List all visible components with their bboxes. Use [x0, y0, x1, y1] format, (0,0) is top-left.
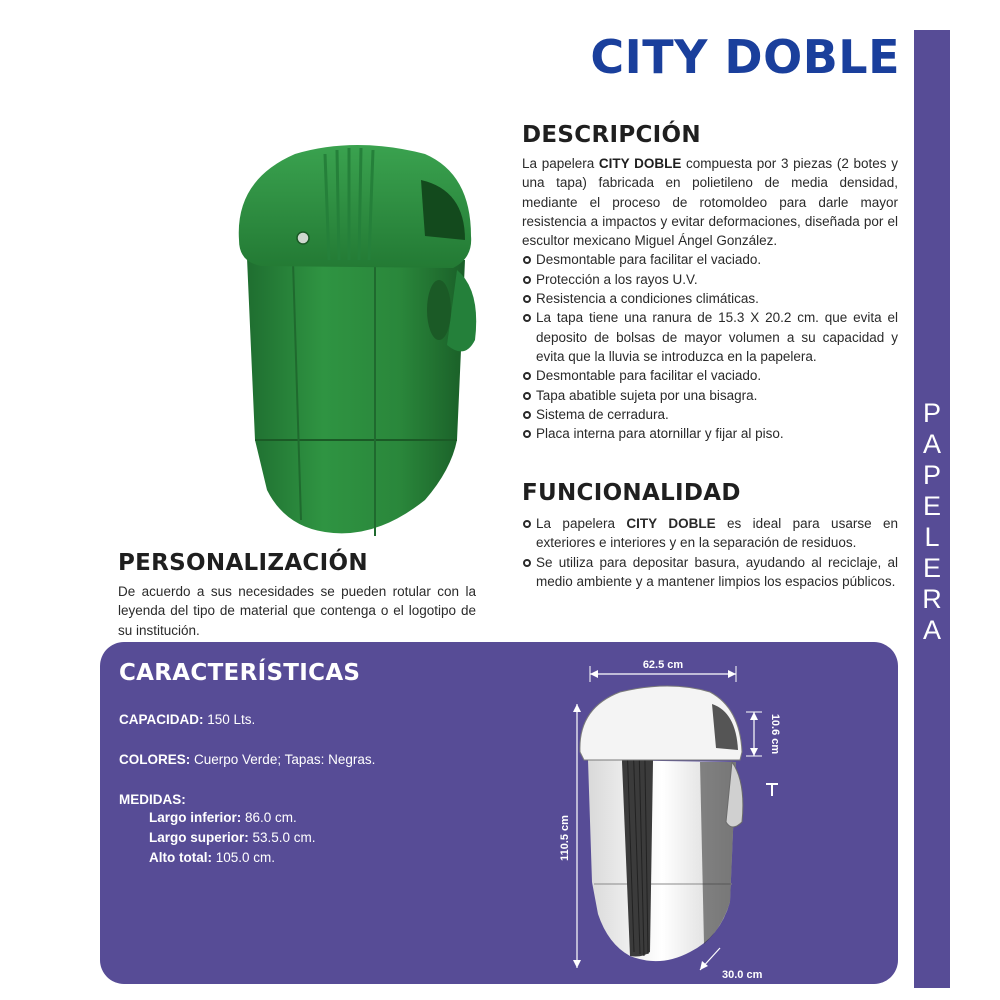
list-item-text: Se utiliza para depositar basura, ayudando al reciclaje, al medio ambiente y a mantener limpios los espacios públicos. — [536, 554, 898, 589]
side-label — [914, 398, 950, 646]
list-item — [522, 289, 898, 308]
largo-superior-value: 53.5.0 cm. — [248, 830, 316, 845]
descripcion-bullets — [522, 250, 898, 443]
page-title: CITY DOBLE — [590, 30, 900, 84]
list-item — [522, 386, 898, 405]
side-letter: E — [922, 491, 941, 521]
side-letter: L — [924, 522, 940, 552]
list-item-text: Desmontable para facilitar el vaciado. — [536, 252, 762, 268]
funcionalidad-heading: FUNCIONALIDAD — [522, 480, 741, 506]
dim-lid-height: 10.6 cm — [769, 713, 781, 755]
capacidad-label: CAPACIDAD: — [119, 712, 204, 727]
alto-total-label: Alto total: — [149, 850, 212, 865]
largo-superior-label: Largo superior: — [149, 830, 249, 845]
brand-name: CITY DOBLE — [626, 516, 716, 531]
funcionalidad-bullets — [522, 514, 898, 591]
descripcion-section — [522, 122, 898, 443]
brand-name: CITY DOBLE — [598, 156, 682, 171]
side-letter: P — [922, 398, 941, 428]
bullet-icon — [523, 314, 531, 322]
bullet-icon — [523, 430, 531, 438]
bullet-icon — [523, 372, 531, 380]
bullet-icon — [523, 276, 531, 284]
descripcion-text-post: compuesta por 3 piezas (2 botes y una tapa) fabricada en polietileno de media densidad, mediante el proceso de rotomoldeo para darle mayor resistencia a impactos y evitar deformaciones, diseñada por el escultor mexicano Miguel Ángel González. — [522, 156, 898, 249]
largo-inferior-row — [149, 808, 297, 828]
personalizacion-text: De acuerdo a sus necesidades se pueden rotular con la leyenda del tipo de material que contenga o el logotipo de su institución. — [118, 584, 476, 638]
dim-width-top: 62.5 cm — [642, 659, 684, 671]
bullet-icon — [523, 256, 531, 264]
bullet-icon — [523, 411, 531, 419]
bullet-icon — [523, 295, 531, 303]
func-text-pre: La papelera — [536, 516, 627, 531]
bullet-icon — [523, 392, 531, 400]
colores-row — [119, 750, 375, 770]
list-item — [522, 514, 898, 553]
list-item — [522, 366, 898, 385]
descripcion-text-pre: La papelera — [522, 156, 599, 171]
green-bin-illustration — [225, 140, 480, 540]
list-item-text — [536, 514, 898, 553]
list-item-text: Protección a los rayos U.V. — [536, 271, 698, 287]
list-item-text: Placa interna para atornillar y fijar al piso. — [536, 426, 784, 442]
product-image — [225, 140, 480, 540]
list-item — [522, 405, 898, 424]
alto-total-value: 105.0 cm. — [212, 850, 276, 865]
descripcion-heading: DESCRIPCIÓN — [522, 122, 701, 148]
funcionalidad-section — [522, 480, 898, 591]
colores-value: Cuerpo Verde; Tapas: Negras. — [190, 752, 376, 767]
list-item-text: La tapa tiene una ranura de 15.3 X 20.2 cm. que evita el deposito de bolsas de mayor volumen a su capacidad y evita que la lluvia se introduzca en la papelera. — [536, 310, 898, 364]
list-item-text: Tapa abatible sujeta por una bisagra. — [536, 387, 758, 403]
caracteristicas-panel — [100, 642, 898, 984]
largo-inferior-value: 86.0 cm. — [241, 810, 297, 825]
dimension-diagram — [550, 652, 800, 982]
colores-label: COLORES: — [119, 752, 191, 767]
medidas-row — [119, 790, 186, 810]
pin-icon — [766, 784, 778, 796]
capacidad-value: 150 Lts. — [203, 712, 256, 727]
side-letter: A — [922, 429, 941, 459]
func-text-post: es ideal para usarse en exteriores e interiores y en la separación de residuos. — [536, 516, 899, 551]
alto-total-row — [149, 848, 275, 868]
side-letter: R — [922, 584, 942, 614]
list-item-text: Desmontable para facilitar el vaciado. — [536, 368, 762, 384]
medidas-label: MEDIDAS: — [119, 792, 186, 807]
largo-inferior-label: Largo inferior: — [149, 810, 242, 825]
list-item — [522, 424, 898, 443]
personalizacion-heading: PERSONALIZACIÓN — [118, 550, 368, 576]
list-item — [522, 308, 898, 366]
bullet-icon — [523, 520, 531, 528]
side-letter: P — [922, 460, 941, 490]
side-letter: A — [922, 615, 941, 645]
list-item — [522, 250, 898, 269]
list-item-text: Resistencia a condiciones climáticas. — [536, 291, 759, 307]
personalizacion-section — [118, 550, 476, 640]
side-letter: E — [922, 553, 941, 583]
dim-total-height: 110.5 cm — [559, 815, 571, 861]
largo-superior-row — [149, 828, 316, 848]
descripcion-text — [522, 154, 898, 250]
caracteristicas-heading: CARACTERÍSTICAS — [119, 660, 361, 686]
dim-base-depth: 30.0 cm — [722, 969, 763, 981]
list-item — [522, 553, 898, 592]
list-item — [522, 270, 898, 289]
capacidad-row — [119, 710, 255, 730]
list-item-text: Sistema de cerradura. — [536, 406, 669, 422]
bullet-icon — [523, 559, 531, 567]
